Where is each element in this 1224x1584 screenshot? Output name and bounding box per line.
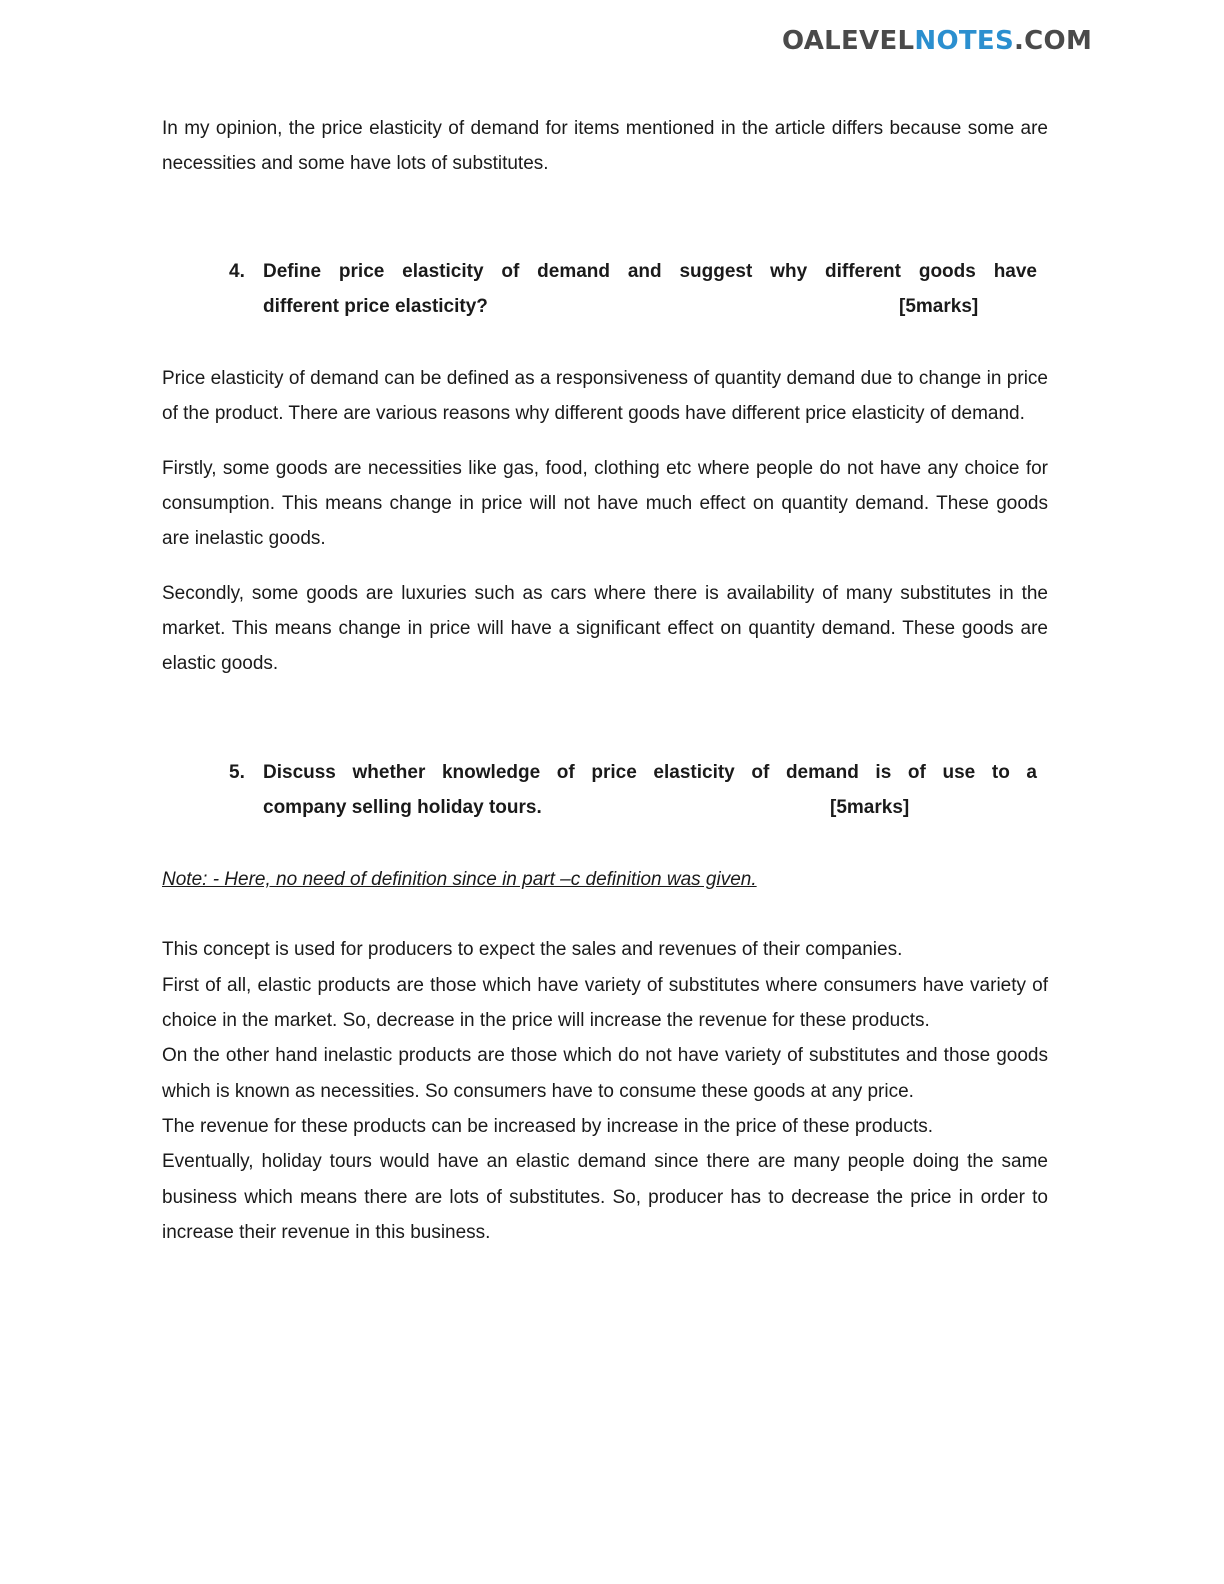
q5-answer-paragraph-3: On the other hand inelastic products are those which do not have variety of substitutes and those goods which is known as necessities. So consumers have to consume these goods at any price. — [162, 1045, 1048, 1102]
document-body — [162, 111, 1048, 1250]
question-5-marks: [5marks] — [830, 796, 910, 818]
question-5-text-line1: Discuss whether knowledge of price elasticity of demand is of use to a — [263, 761, 1037, 783]
logo-part-com: .COM — [1014, 26, 1093, 56]
q4-answer-paragraph-3: Secondly, some goods are luxuries such as cars where there is availability of many substitutes in the market. This means change in price will have a significant effect on quantity demand. These goods are elastic goods. — [162, 582, 1048, 675]
site-logo — [782, 26, 1092, 56]
q5-answer-paragraph-2: First of all, elastic products are those which have variety of substitutes where consumers have variety of choice in the market. So, decrease in the price will increase the revenue for these products. — [162, 974, 1048, 1032]
q5-answer-line-4: The revenue for these products can be increased by increase in the price of these products. — [162, 1115, 934, 1137]
question-5-text-line2: company selling holiday tours. — [263, 796, 542, 818]
q4-answer-paragraph-2: Firstly, some goods are necessities like gas, food, clothing etc where people do not have any choice for consumption. This means change in price will not have much effect on quantity demand. These goods are inelastic goods. — [162, 457, 1048, 550]
q5-answer-line-1: This concept is used for producers to expect the sales and revenues of their companies. — [162, 939, 903, 961]
q4-answer-paragraph-1: Price elasticity of demand can be defined as a responsiveness of quantity demand due to change in price of the product. There are various reasons why different goods have different price elasticity of demand. — [162, 368, 1048, 425]
logo-part-notes: NOTES — [914, 26, 1014, 56]
question-5-number: 5. — [229, 761, 245, 783]
intro-paragraph: In my opinion, the price elasticity of demand for items mentioned in the article differs because some are necessities and some have lots of substitutes. — [162, 118, 1048, 175]
question-5 — [229, 755, 1037, 826]
note-line: Note: - Here, no need of definition since in part –c definition was given. — [162, 869, 757, 891]
question-4 — [229, 254, 1037, 325]
q5-answer-paragraph-5: Eventually, holiday tours would have an elastic demand since there are many people doing the same business which means there are lots of substitutes. So, producer has to decrease the price in order to increase their revenue in this business. — [162, 1151, 1048, 1243]
question-4-text-line2: different price elasticity? — [263, 295, 488, 317]
question-4-text-line1: Define price elasticity of demand and suggest why different goods have — [263, 260, 1037, 282]
question-4-marks: [5marks] — [899, 295, 979, 317]
logo-part-oalevel: OALEVEL — [782, 26, 915, 56]
question-4-number: 4. — [229, 260, 245, 282]
